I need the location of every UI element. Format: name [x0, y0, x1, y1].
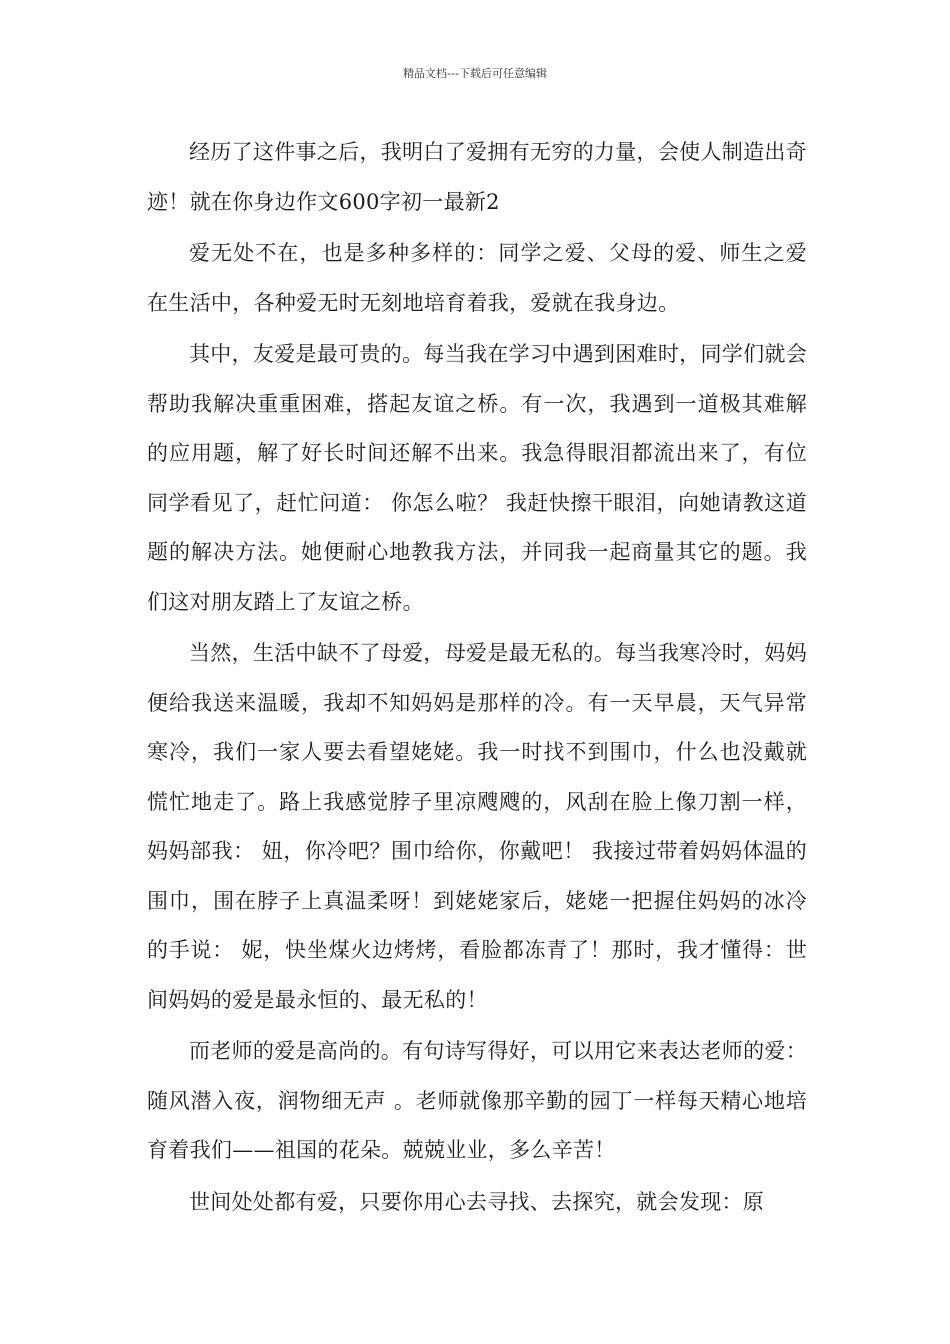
document-body — [147, 128, 807, 1229]
paragraph-5: 而老师的爱是高尚的。有句诗写得好，可以用它来表达老师的爱： 随风潜入夜，润物细无声 。老师就像那辛勤的园丁一样每天精心地培育着我们——祖国的花朵。兢兢业业，多么辛苦！ — [147, 1039, 807, 1162]
paragraph-2: 爱无处不在，也是多种多样的：同学之爱、父母的爱、师生之爱 在生活中，各种爱无时无刻地培育着我，爱就在我身边。 — [147, 241, 807, 315]
paragraph-4: 当然，生活中缺不了母爱，母爱是最无私的。每当我寒冷时，妈妈便给我送来温暖，我却不知妈妈是那样的冷。有一天早晨，天气异常寒冷，我们一家人要去看望姥姥。我一时找不到围巾，什么也没戴就慌忙地走了。路上我感觉脖子里凉飕飕的，风刮在脸上像刀割一样，妈妈部我： 妞，你冷吧？围巾给你，你戴吧！ 我接过带着妈妈体温的围巾，围在脖子上真温柔呀！到姥姥家后，姥姥一把握住妈妈的冰冷的手说： 妮，快坐煤火边烤烤，看脸都冻青了！那时，我才懂得：世间妈妈的爱是最永恒的、最无私的！ — [147, 641, 807, 1012]
page-header: 精品文档---下载后可任意编辑 — [403, 67, 547, 80]
paragraph-3: 其中，友爱是最可贵的。每当我在学习中遇到困难时，同学们就会帮助我解决重重困难，搭起友谊之桥。有一次，我遇到一道极其难解的应用题，解了好长时间还解不出来。我急得眼泪都流出来了，有位同学看见了，赶忙问道： 你怎么啦？ 我赶快擦干眼泪，向她请教这道题的解决方法。她便耐心地教我方法，并同我一起商量其它的题。我们这对朋友踏上了友谊之桥。 — [147, 342, 807, 614]
paragraph-1: 经历了这件事之后，我明白了爱拥有无穷的力量，会使人制造出奇迹！就在你身边作文600字初一最新2 — [147, 140, 807, 214]
paragraph-6: 世间处处都有爱，只要你用心去寻找、去探究，就会发现：原 — [189, 1189, 765, 1214]
